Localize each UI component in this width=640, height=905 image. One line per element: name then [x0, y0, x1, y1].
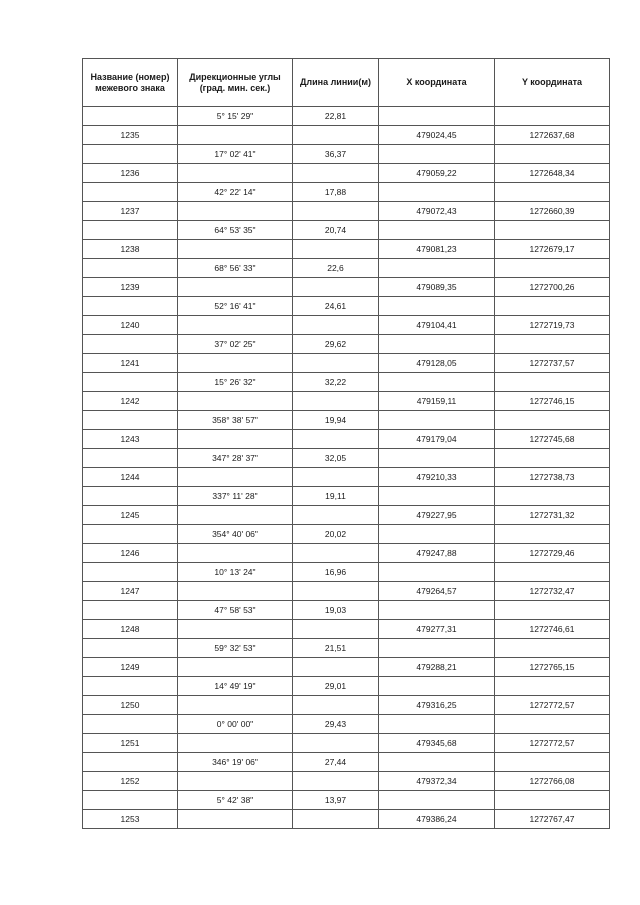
cell-y-coordinate [495, 791, 610, 810]
cell-x-coordinate [379, 411, 495, 430]
cell-y-coordinate [495, 221, 610, 240]
header-y-coordinate: Y координата [495, 59, 610, 107]
cell-mark-name [83, 791, 178, 810]
cell-y-coordinate: 1272772,57 [495, 734, 610, 753]
cell-directional-angle: 59° 32' 53" [178, 639, 293, 658]
cell-x-coordinate: 479372,34 [379, 772, 495, 791]
cell-line-length [293, 696, 379, 715]
cell-directional-angle [178, 468, 293, 487]
cell-x-coordinate: 479159,11 [379, 392, 495, 411]
cell-y-coordinate: 1272737,57 [495, 354, 610, 373]
cell-y-coordinate: 1272772,57 [495, 696, 610, 715]
cell-directional-angle: 346° 19' 06" [178, 753, 293, 772]
cell-directional-angle [178, 316, 293, 335]
table-row [83, 354, 610, 373]
table-row [83, 373, 610, 392]
cell-y-coordinate: 1272745,68 [495, 430, 610, 449]
cell-mark-name [83, 259, 178, 278]
table-row [83, 677, 610, 696]
cell-mark-name: 1249 [83, 658, 178, 677]
cell-directional-angle [178, 430, 293, 449]
cell-directional-angle [178, 506, 293, 525]
cell-line-length [293, 392, 379, 411]
cell-line-length [293, 582, 379, 601]
cell-x-coordinate [379, 753, 495, 772]
table-row [83, 259, 610, 278]
cell-line-length: 13,97 [293, 791, 379, 810]
cell-x-coordinate: 479104,41 [379, 316, 495, 335]
cell-directional-angle [178, 620, 293, 639]
table-row [83, 107, 610, 126]
table-row [83, 468, 610, 487]
cell-line-length: 29,01 [293, 677, 379, 696]
table-row [83, 221, 610, 240]
table-row [83, 791, 610, 810]
cell-directional-angle: 52° 16' 41" [178, 297, 293, 316]
cell-line-length: 16,96 [293, 563, 379, 582]
header-x-coordinate: X координата [379, 59, 495, 107]
cell-directional-angle: 337° 11' 28" [178, 487, 293, 506]
cell-line-length: 17,88 [293, 183, 379, 202]
cell-x-coordinate: 479128,05 [379, 354, 495, 373]
cell-mark-name [83, 487, 178, 506]
cell-x-coordinate [379, 715, 495, 734]
table-row [83, 544, 610, 563]
cell-directional-angle [178, 658, 293, 677]
cell-x-coordinate [379, 601, 495, 620]
cell-y-coordinate [495, 107, 610, 126]
cell-mark-name: 1244 [83, 468, 178, 487]
cell-mark-name: 1237 [83, 202, 178, 221]
cell-x-coordinate [379, 449, 495, 468]
cell-mark-name [83, 525, 178, 544]
cell-x-coordinate [379, 677, 495, 696]
cell-mark-name [83, 411, 178, 430]
cell-mark-name: 1236 [83, 164, 178, 183]
cell-x-coordinate: 479277,31 [379, 620, 495, 639]
cell-mark-name [83, 563, 178, 582]
cell-y-coordinate [495, 449, 610, 468]
table-row [83, 525, 610, 544]
cell-y-coordinate: 1272767,47 [495, 810, 610, 829]
cell-y-coordinate [495, 335, 610, 354]
cell-x-coordinate [379, 221, 495, 240]
cell-y-coordinate [495, 563, 610, 582]
cell-y-coordinate [495, 639, 610, 658]
table-row [83, 164, 610, 183]
cell-y-coordinate [495, 145, 610, 164]
cell-mark-name: 1242 [83, 392, 178, 411]
cell-mark-name: 1235 [83, 126, 178, 145]
cell-directional-angle [178, 582, 293, 601]
cell-directional-angle: 15° 26' 32" [178, 373, 293, 392]
cell-x-coordinate [379, 259, 495, 278]
cell-directional-angle: 347° 28' 37" [178, 449, 293, 468]
cell-mark-name [83, 639, 178, 658]
cell-x-coordinate: 479316,25 [379, 696, 495, 715]
cell-y-coordinate [495, 373, 610, 392]
cell-mark-name [83, 601, 178, 620]
cell-directional-angle [178, 202, 293, 221]
cell-y-coordinate: 1272731,32 [495, 506, 610, 525]
cell-directional-angle: 354° 40' 06" [178, 525, 293, 544]
cell-mark-name [83, 373, 178, 392]
cell-directional-angle [178, 354, 293, 373]
cell-x-coordinate [379, 373, 495, 392]
cell-directional-angle: 68° 56' 33" [178, 259, 293, 278]
table-row [83, 392, 610, 411]
cell-x-coordinate [379, 563, 495, 582]
cell-directional-angle: 42° 22' 14" [178, 183, 293, 202]
cell-directional-angle: 17° 02' 41" [178, 145, 293, 164]
cell-y-coordinate [495, 183, 610, 202]
header-directional-angles: Дирекционные углы (град. мин. сек.) [178, 59, 293, 107]
cell-mark-name: 1248 [83, 620, 178, 639]
table-row [83, 126, 610, 145]
table-row [83, 145, 610, 164]
cell-x-coordinate [379, 525, 495, 544]
cell-line-length: 32,22 [293, 373, 379, 392]
cell-y-coordinate [495, 677, 610, 696]
cell-mark-name: 1240 [83, 316, 178, 335]
cell-mark-name [83, 449, 178, 468]
cell-x-coordinate [379, 791, 495, 810]
cell-line-length [293, 126, 379, 145]
header-mark-name: Название (номер) межевого знака [83, 59, 178, 107]
boundary-marks-sheet [82, 58, 609, 829]
cell-directional-angle [178, 392, 293, 411]
cell-line-length: 27,44 [293, 753, 379, 772]
cell-line-length [293, 278, 379, 297]
cell-directional-angle [178, 696, 293, 715]
table-row [83, 240, 610, 259]
cell-line-length [293, 240, 379, 259]
table-row [83, 753, 610, 772]
cell-mark-name: 1241 [83, 354, 178, 373]
cell-directional-angle [178, 772, 293, 791]
cell-y-coordinate: 1272746,15 [495, 392, 610, 411]
cell-y-coordinate: 1272637,68 [495, 126, 610, 145]
table-row [83, 601, 610, 620]
cell-line-length: 36,37 [293, 145, 379, 164]
table-row [83, 449, 610, 468]
cell-x-coordinate [379, 297, 495, 316]
cell-line-length [293, 734, 379, 753]
table-row [83, 183, 610, 202]
cell-line-length [293, 620, 379, 639]
cell-y-coordinate: 1272679,17 [495, 240, 610, 259]
cell-mark-name [83, 107, 178, 126]
cell-line-length [293, 772, 379, 791]
cell-x-coordinate [379, 335, 495, 354]
cell-line-length [293, 544, 379, 563]
cell-mark-name [83, 715, 178, 734]
cell-line-length: 29,43 [293, 715, 379, 734]
cell-x-coordinate: 479264,57 [379, 582, 495, 601]
cell-directional-angle: 37° 02' 25" [178, 335, 293, 354]
table-row [83, 582, 610, 601]
cell-y-coordinate: 1272766,08 [495, 772, 610, 791]
table-row [83, 278, 610, 297]
table-row [83, 297, 610, 316]
cell-line-length [293, 468, 379, 487]
cell-line-length [293, 354, 379, 373]
cell-mark-name: 1239 [83, 278, 178, 297]
cell-line-length: 29,62 [293, 335, 379, 354]
cell-y-coordinate [495, 715, 610, 734]
table-row [83, 639, 610, 658]
cell-y-coordinate [495, 411, 610, 430]
cell-y-coordinate [495, 525, 610, 544]
table-row [83, 202, 610, 221]
cell-y-coordinate: 1272648,34 [495, 164, 610, 183]
cell-y-coordinate: 1272729,46 [495, 544, 610, 563]
cell-mark-name [83, 753, 178, 772]
cell-mark-name [83, 183, 178, 202]
cell-line-length [293, 316, 379, 335]
cell-line-length: 20,74 [293, 221, 379, 240]
cell-mark-name [83, 221, 178, 240]
table-row [83, 734, 610, 753]
cell-directional-angle: 358° 38' 57" [178, 411, 293, 430]
cell-y-coordinate [495, 297, 610, 316]
cell-line-length: 32,05 [293, 449, 379, 468]
cell-line-length [293, 202, 379, 221]
table-row [83, 772, 610, 791]
coordinates-table [82, 58, 610, 829]
cell-line-length: 20,02 [293, 525, 379, 544]
cell-line-length: 19,94 [293, 411, 379, 430]
cell-directional-angle [178, 734, 293, 753]
cell-y-coordinate: 1272719,73 [495, 316, 610, 335]
cell-mark-name: 1245 [83, 506, 178, 525]
cell-y-coordinate: 1272765,15 [495, 658, 610, 677]
table-row [83, 487, 610, 506]
table-row [83, 411, 610, 430]
cell-x-coordinate: 479345,68 [379, 734, 495, 753]
cell-line-length [293, 506, 379, 525]
cell-mark-name [83, 677, 178, 696]
table-header-row [83, 59, 610, 107]
cell-directional-angle: 10° 13' 24" [178, 563, 293, 582]
table-body [83, 107, 610, 829]
cell-x-coordinate: 479059,22 [379, 164, 495, 183]
cell-mark-name: 1252 [83, 772, 178, 791]
cell-y-coordinate: 1272746,61 [495, 620, 610, 639]
cell-directional-angle: 5° 42' 38" [178, 791, 293, 810]
cell-line-length: 21,51 [293, 639, 379, 658]
cell-x-coordinate: 479210,33 [379, 468, 495, 487]
cell-line-length: 24,61 [293, 297, 379, 316]
cell-x-coordinate: 479288,21 [379, 658, 495, 677]
cell-mark-name: 1253 [83, 810, 178, 829]
cell-mark-name: 1238 [83, 240, 178, 259]
cell-y-coordinate: 1272660,39 [495, 202, 610, 221]
cell-line-length [293, 430, 379, 449]
cell-x-coordinate: 479179,04 [379, 430, 495, 449]
cell-y-coordinate: 1272738,73 [495, 468, 610, 487]
cell-mark-name: 1246 [83, 544, 178, 563]
cell-x-coordinate [379, 145, 495, 164]
cell-directional-angle: 5° 15' 29" [178, 107, 293, 126]
cell-directional-angle [178, 164, 293, 183]
cell-directional-angle: 47° 58' 53" [178, 601, 293, 620]
cell-directional-angle: 64° 53' 35" [178, 221, 293, 240]
cell-y-coordinate: 1272700,26 [495, 278, 610, 297]
cell-mark-name: 1247 [83, 582, 178, 601]
table-row [83, 658, 610, 677]
cell-mark-name: 1243 [83, 430, 178, 449]
table-row [83, 696, 610, 715]
cell-y-coordinate [495, 259, 610, 278]
cell-line-length [293, 810, 379, 829]
cell-directional-angle [178, 126, 293, 145]
cell-x-coordinate [379, 183, 495, 202]
cell-x-coordinate [379, 639, 495, 658]
table-row [83, 715, 610, 734]
cell-y-coordinate [495, 601, 610, 620]
cell-x-coordinate: 479089,35 [379, 278, 495, 297]
cell-x-coordinate [379, 487, 495, 506]
cell-directional-angle [178, 278, 293, 297]
table-row [83, 563, 610, 582]
cell-x-coordinate: 479386,24 [379, 810, 495, 829]
cell-line-length: 19,03 [293, 601, 379, 620]
cell-line-length: 19,11 [293, 487, 379, 506]
cell-x-coordinate [379, 107, 495, 126]
table-row [83, 335, 610, 354]
cell-y-coordinate [495, 487, 610, 506]
cell-directional-angle [178, 240, 293, 259]
header-line-length: Длина линии(м) [293, 59, 379, 107]
table-row [83, 430, 610, 449]
cell-x-coordinate: 479024,45 [379, 126, 495, 145]
cell-y-coordinate: 1272732,47 [495, 582, 610, 601]
cell-y-coordinate [495, 753, 610, 772]
cell-mark-name [83, 297, 178, 316]
cell-mark-name: 1250 [83, 696, 178, 715]
cell-directional-angle [178, 810, 293, 829]
cell-line-length [293, 658, 379, 677]
table-row [83, 316, 610, 335]
cell-line-length: 22,6 [293, 259, 379, 278]
cell-line-length [293, 164, 379, 183]
cell-x-coordinate: 479081,23 [379, 240, 495, 259]
cell-directional-angle [178, 544, 293, 563]
table-row [83, 620, 610, 639]
cell-mark-name [83, 335, 178, 354]
cell-x-coordinate: 479227,95 [379, 506, 495, 525]
table-row [83, 506, 610, 525]
cell-mark-name: 1251 [83, 734, 178, 753]
table-row [83, 810, 610, 829]
cell-directional-angle: 0° 00' 00" [178, 715, 293, 734]
cell-line-length: 22,81 [293, 107, 379, 126]
cell-mark-name [83, 145, 178, 164]
cell-directional-angle: 14° 49' 19" [178, 677, 293, 696]
cell-x-coordinate: 479072,43 [379, 202, 495, 221]
cell-x-coordinate: 479247,88 [379, 544, 495, 563]
